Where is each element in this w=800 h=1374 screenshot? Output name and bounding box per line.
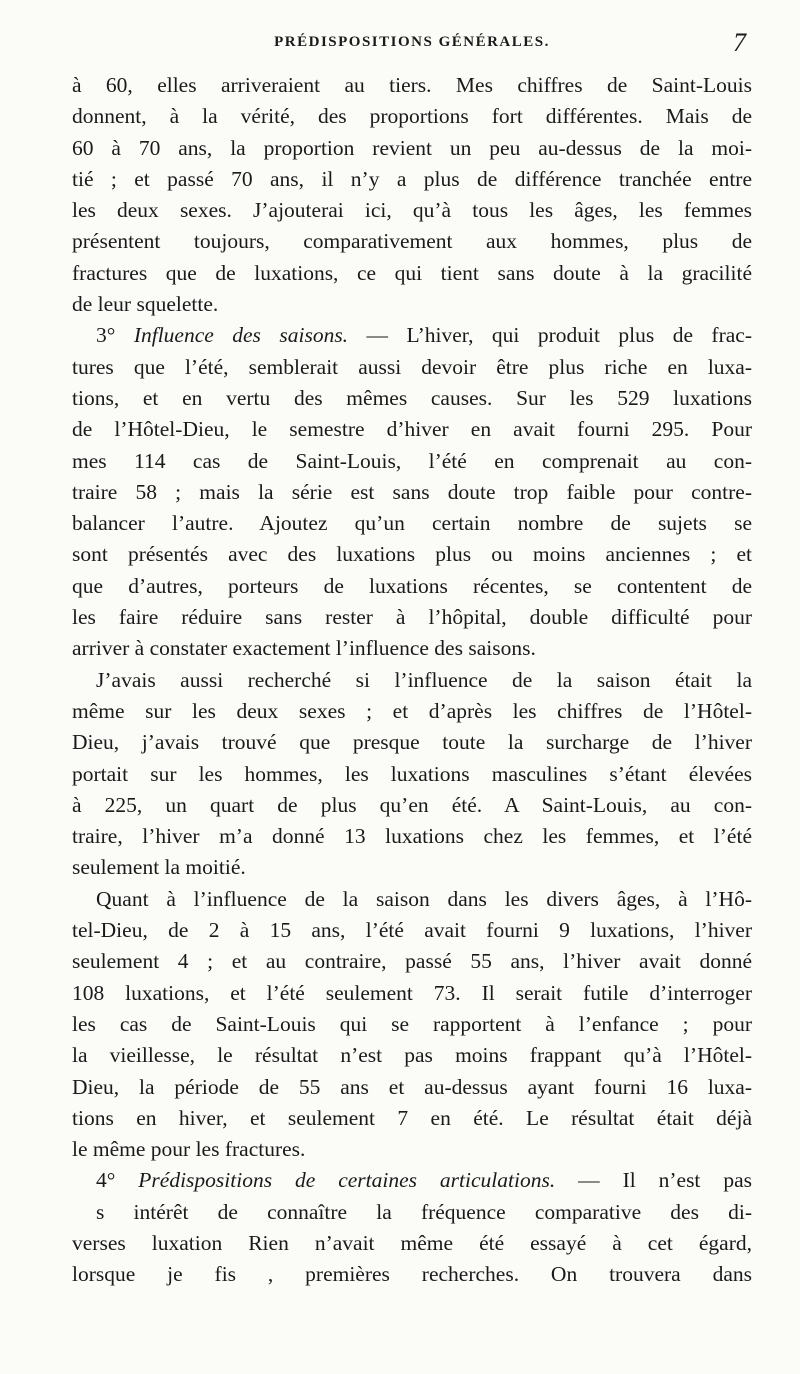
text-line: que d’autres, porteurs de luxations récentes, se contentent de — [72, 573, 752, 598]
text-line: lorsque je fis , premières recherches. On trouvera dans — [72, 1262, 752, 1287]
text-line: à 225, un quart de plus qu’en été. A Saint-Louis, au con- — [72, 792, 752, 817]
text-line: tié ; et passé 70 ans, il n’y a plus de différence tranchée entre — [72, 166, 752, 191]
text-line: s intérêt de connaître la fréquence comparative des di- — [96, 1199, 752, 1224]
text-line: 60 à 70 ans, la proportion revient un peu au-dessus de la moi- — [72, 135, 752, 160]
text-line: présentent toujours, comparativement aux hommes, plus de — [72, 229, 752, 254]
text-line: Dieu, j’avais trouvé que presque toute la surcharge de l’hiver — [72, 730, 752, 755]
text-line: 108 luxations, et l’été seulement 73. Il serait futile d’interroger — [72, 980, 752, 1005]
text-line: verses luxation Rien n’avait même été essayé à cet égard, — [72, 1230, 752, 1255]
text-line: mes 114 cas de Saint-Louis, l’été en comprenait au con- — [72, 448, 752, 473]
text-line: fractures que de luxations, ce qui tient sans doute à la gracilité — [72, 260, 752, 285]
running-head: PRÉDISPOSITIONS GÉNÉRALES. — [274, 34, 550, 50]
body-text — [72, 70, 752, 1291]
line-text: — L’hiver, qui produit plus de frac- — [348, 323, 752, 348]
text-line: traire, l’hiver m’a donné 13 luxations chez les femmes, et l’été — [72, 824, 752, 849]
text-line — [72, 320, 752, 351]
text-line: sont présentés avec des luxations plus ou moins anciennes ; et — [72, 542, 752, 567]
text-line: le même pour les fractures. — [72, 1137, 306, 1162]
page-header — [72, 28, 752, 58]
text-line: de l’Hôtel-Dieu, le semestre d’hiver en avait fourni 295. Pour — [72, 417, 752, 442]
text-line: de leur squelette. — [72, 292, 219, 317]
text-line: Quant à l’influence de la saison dans les divers âges, à l’Hô- — [96, 886, 752, 911]
text-line: balancer l’autre. Ajoutez qu’un certain nombre de sujets se — [72, 511, 752, 536]
text-line: seulement 4 ; et au contraire, passé 55 ans, l’hiver avait donné — [72, 949, 752, 974]
text-line: portait sur les hommes, les luxations masculines s’étant élevées — [72, 761, 752, 786]
line-text: — Il n’est pas — [555, 1168, 752, 1193]
text-line: les deux sexes. J’ajouterai ici, qu’à tous les âges, les femmes — [72, 198, 752, 223]
text-line: la vieillesse, le résultat n’est pas moins frappant qu’à l’Hôtel- — [72, 1043, 752, 1068]
text-line: donnent, à la vérité, des proportions fort différentes. Mais de — [72, 104, 752, 129]
text-line: Dieu, la période de 55 ans et au-dessus ayant fourni 16 luxa- — [72, 1074, 752, 1099]
text-line: traire 58 ; mais la série est sans doute trop faible pour contre- — [72, 479, 752, 504]
text-line: tures que l’été, semblerait aussi devoir être plus riche en luxa- — [72, 354, 752, 379]
text-line: arriver à constater exactement l’influence des saisons. — [72, 636, 536, 661]
text-line: même sur les deux sexes ; et d’après les chiffres de l’Hôtel- — [72, 698, 752, 723]
text-line — [72, 1165, 752, 1196]
page-number: 7 — [733, 28, 746, 57]
section-heading: Prédispositions de certaines articulations. — [138, 1168, 556, 1193]
text-line: les cas de Saint-Louis qui se rapportent à l’enfance ; pour — [72, 1011, 752, 1036]
text-line: J’avais aussi recherché si l’influence de la saison était la — [96, 667, 752, 692]
line-prefix: 3° — [96, 323, 134, 348]
text-line: les faire réduire sans rester à l’hôpital, double difficulté pour — [72, 605, 752, 630]
section-heading: Influence des saisons. — [133, 323, 349, 348]
line-prefix: 4° — [96, 1168, 139, 1193]
text-line: tel-Dieu, de 2 à 15 ans, l’été avait fourni 9 luxations, l’hiver — [72, 918, 752, 943]
text-line: tions en hiver, et seulement 7 en été. Le résultat était déjà — [72, 1105, 752, 1130]
text-line: tions, et en vertu des mêmes causes. Sur les 529 luxations — [72, 385, 752, 410]
text-line: à 60, elles arriveraient au tiers. Mes chiffres de Saint-Louis — [72, 73, 752, 97]
text-line: seulement la moitié. — [72, 855, 246, 880]
